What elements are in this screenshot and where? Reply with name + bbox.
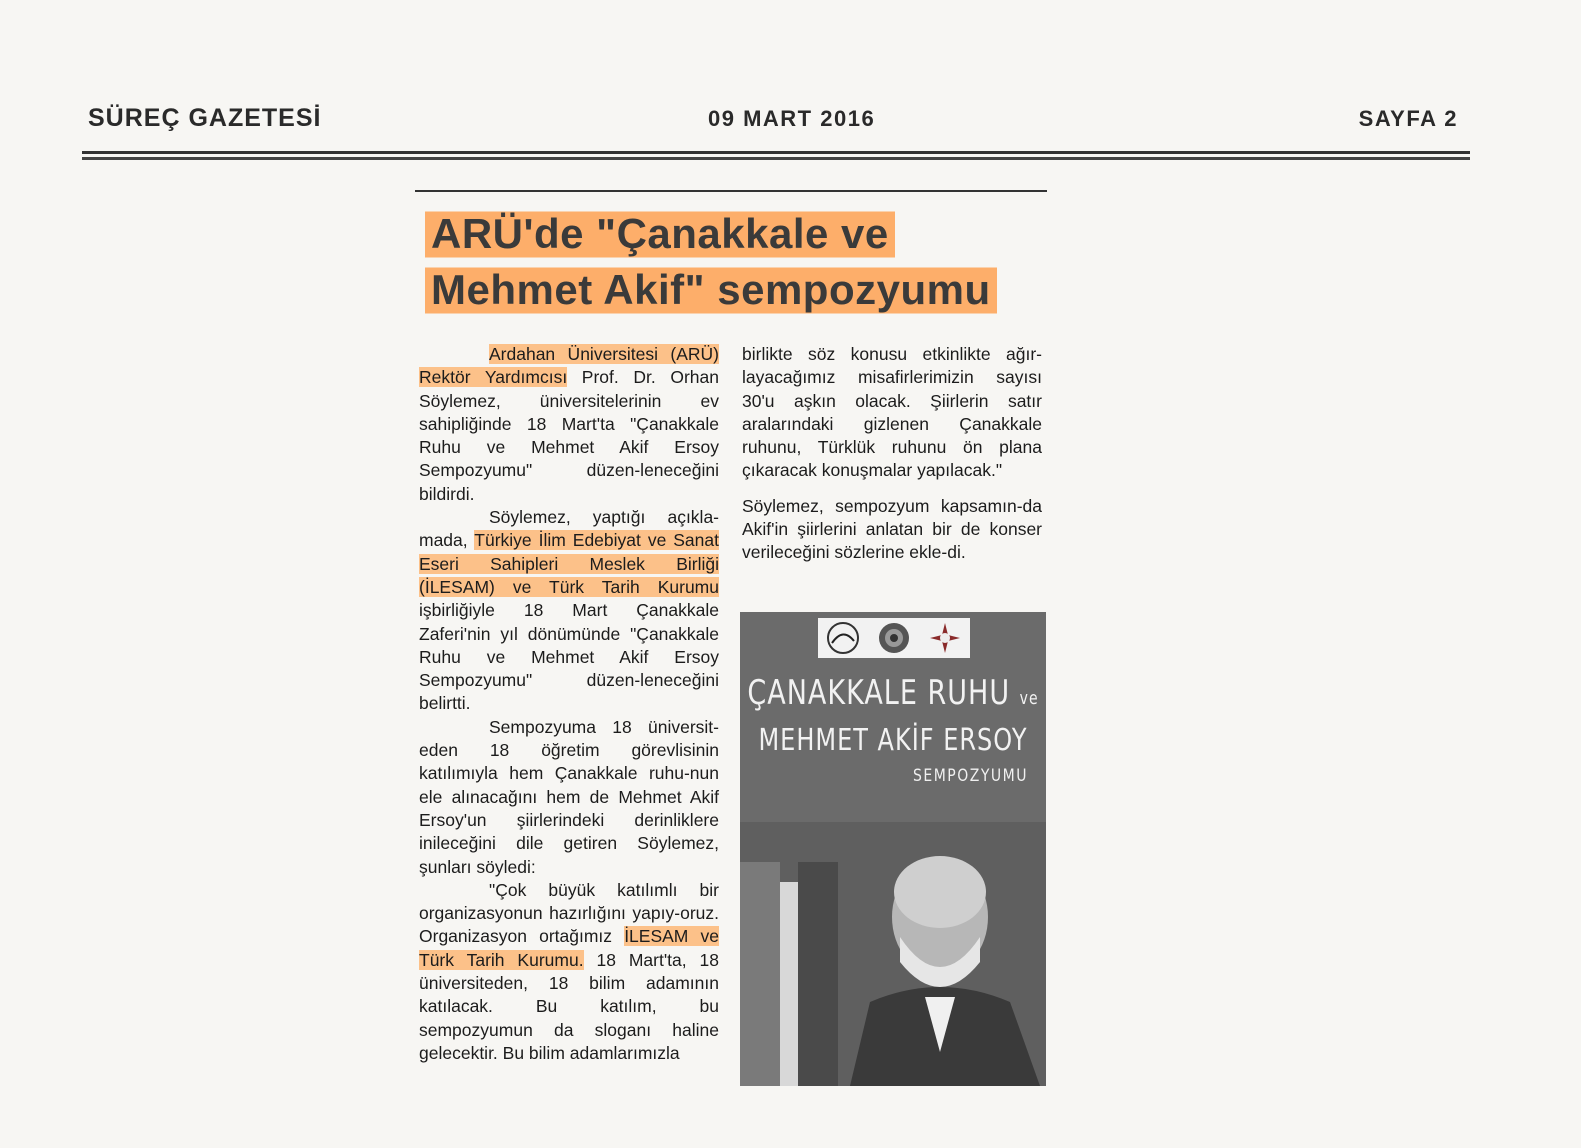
paragraph-6: Söylemez, sempozyum kapsamın-da Akif'in şiirlerini anlatan bir de konser verileceğini sözlerine ekle-di.: [742, 495, 1042, 563]
masthead: [88, 104, 1468, 138]
paragraph-2: Söylemez, yaptığı açıkla-mada, Türkiye İlim Edebiyat ve Sanat Eseri Sahipleri Meslek Birliği (İLESAM) ve Türk Tarih Kurumu işbirliğiyle 18 Mart Çanakkale Zaferi'nin yıl dönümünde "Çanakkale Ruhu ve Mehmet Akif Ersoy Sempozyumu" düzen-leneceğini belirtti.: [419, 507, 719, 714]
page-number: SAYFA 2: [1358, 106, 1458, 131]
headline-line-2: Mehmet Akif" sempozyumu: [425, 262, 997, 318]
paragraph-4: "Çok büyük katılımlı bir organizasyonun hazırlığını yapıy-oruz. Organizasyon ortağımız İLESAM ve Türk Tarih Kurumu. 18 Mart'ta, 18 üniversiteden, 18 bilim adamının katılacak. Bu katılım, bu sempozyumun da sloganı haline gelecektir. Bu bilim adamlarımızla: [419, 879, 719, 1063]
poster-title-sub: SEMPOZYUMU: [913, 766, 1028, 786]
headline-line-1: ARÜ'de "Çanakkale ve: [425, 206, 895, 262]
newspaper-name: SÜREÇ GAZETESİ: [88, 104, 322, 132]
poster-logos: [818, 618, 970, 658]
article-headline: [425, 206, 1045, 318]
highlighted-text: Ardahan Üniversitesi (ARÜ) Rektör Yardımcısı: [419, 344, 719, 388]
symposium-poster-image: [740, 612, 1046, 1086]
masthead-rule-top: [82, 151, 1470, 154]
ttk-logo-icon: [928, 621, 962, 655]
poster-title-main: ÇANAKKALE RUHU ve: [747, 674, 1039, 713]
university-logo-icon: [826, 621, 860, 655]
paragraph-3: Sempozyuma 18 üniversit-eden 18 öğretim görevlisinin katılımıyla hem Çanakkale ruhu-nun ele alınacağını hem de Mehmet Akif Ersoy'un şiirlerindeki derinliklere inileceğini dile getiren Söylemez, şunları söyledi:: [419, 716, 719, 877]
issue-date: 09 MART 2016: [708, 106, 876, 131]
highlighted-text: İLESAM ve Türk Tarih Kurumu.: [419, 926, 719, 970]
mehmet-akif-portrait-icon: [740, 822, 1046, 1086]
paragraph-5: birlikte söz konusu etkinlikte ağır-layacağımız misafirlerimizin sayısı 30'u aşkın olacak. Şiirlerin satır aralarındaki gizlenen Çanakkale ruhunu, Türklük ruhunu ön plana çıkaracak konuşmalar yapılacak.": [742, 344, 1042, 481]
paragraph-1: Ardahan Üniversitesi (ARÜ) Rektör Yardımcısı Prof. Dr. Orhan Söylemez, üniversitelerinin ev sahipliğinde 18 Mart'ta "Çanakkale Ruhu ve Mehmet Akif Ersoy Sempozyumu" düzen-leneceğini bildirdi.: [419, 344, 720, 504]
highlighted-text: Türkiye İlim Edebiyat ve Sanat Eseri Sahipleri Meslek Birliği (İLESAM) ve Türk Tarih Kurumu: [419, 530, 719, 597]
poster-title-name: MEHMET AKİF ERSOY: [758, 722, 1028, 758]
ilesam-logo-icon: [877, 621, 911, 655]
masthead-rule-bottom: [82, 157, 1470, 160]
article-clipping: [415, 190, 1049, 1090]
article-column-1: [419, 343, 719, 1065]
article-top-rule: [415, 190, 1047, 192]
article-column-2: [742, 343, 1042, 565]
